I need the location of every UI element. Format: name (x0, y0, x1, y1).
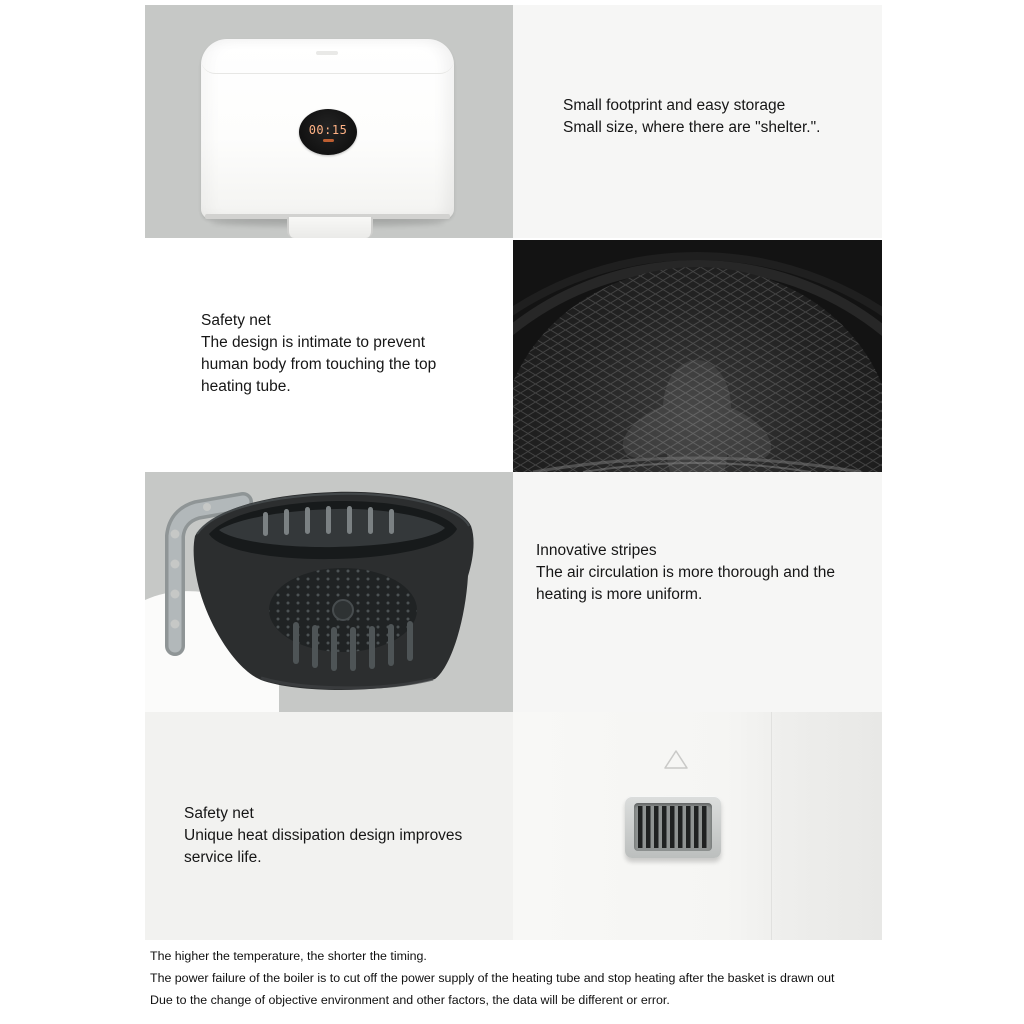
feature-safety-bottom-title: Safety net (184, 805, 254, 822)
vent-recess (634, 803, 712, 851)
feature-footprint-body: Small size, where there are "shelter.". (563, 119, 821, 136)
display-mode-indicator (323, 139, 334, 142)
feature-safety-top-title: Safety net (201, 312, 271, 329)
heat-vent-photo (513, 712, 882, 940)
fryer-lid-seam (201, 39, 454, 74)
feature-footprint-title: Small footprint and easy storage (563, 97, 786, 114)
drawer-handle (287, 217, 373, 238)
feature-stripes-body: The air circulation is more thorough and the heating is more uniform. (536, 564, 835, 603)
timer-value: 00:15 (308, 122, 348, 137)
feature-safety-bottom-body: Unique heat dissipation design improves service life. (184, 827, 463, 866)
timer-display (299, 109, 357, 155)
device-edge-line (771, 712, 772, 940)
warning-triangle-icon (663, 748, 689, 770)
feature-safety-top (201, 310, 459, 398)
footnotes (150, 945, 980, 1011)
footnote-line-2: The power failure of the boiler is to cut off the power supply of the heating tube and stop heating after the basket is drawn out (150, 971, 835, 985)
brand-mark (316, 51, 338, 55)
air-fryer-photo (145, 5, 513, 238)
feature-stripes-title: Innovative stripes (536, 542, 657, 559)
feature-stripes (536, 540, 858, 606)
mesh-graphic (513, 240, 882, 472)
heating-mesh-photo (513, 240, 882, 472)
feature-safety-bottom (184, 803, 506, 869)
vent-grille (625, 796, 721, 858)
basket-photo (145, 472, 513, 712)
feature-footprint (563, 95, 875, 139)
feature-safety-top-body: The design is intimate to prevent human body from touching the top heating tube. (201, 334, 437, 395)
basket-graphic (145, 472, 513, 712)
footnote-line-1: The higher the temperature, the shorter the timing. (150, 949, 427, 963)
footnote-line-3: Due to the change of objective environment and other factors, the data will be different or error. (150, 993, 670, 1007)
vent-slats (638, 806, 708, 848)
